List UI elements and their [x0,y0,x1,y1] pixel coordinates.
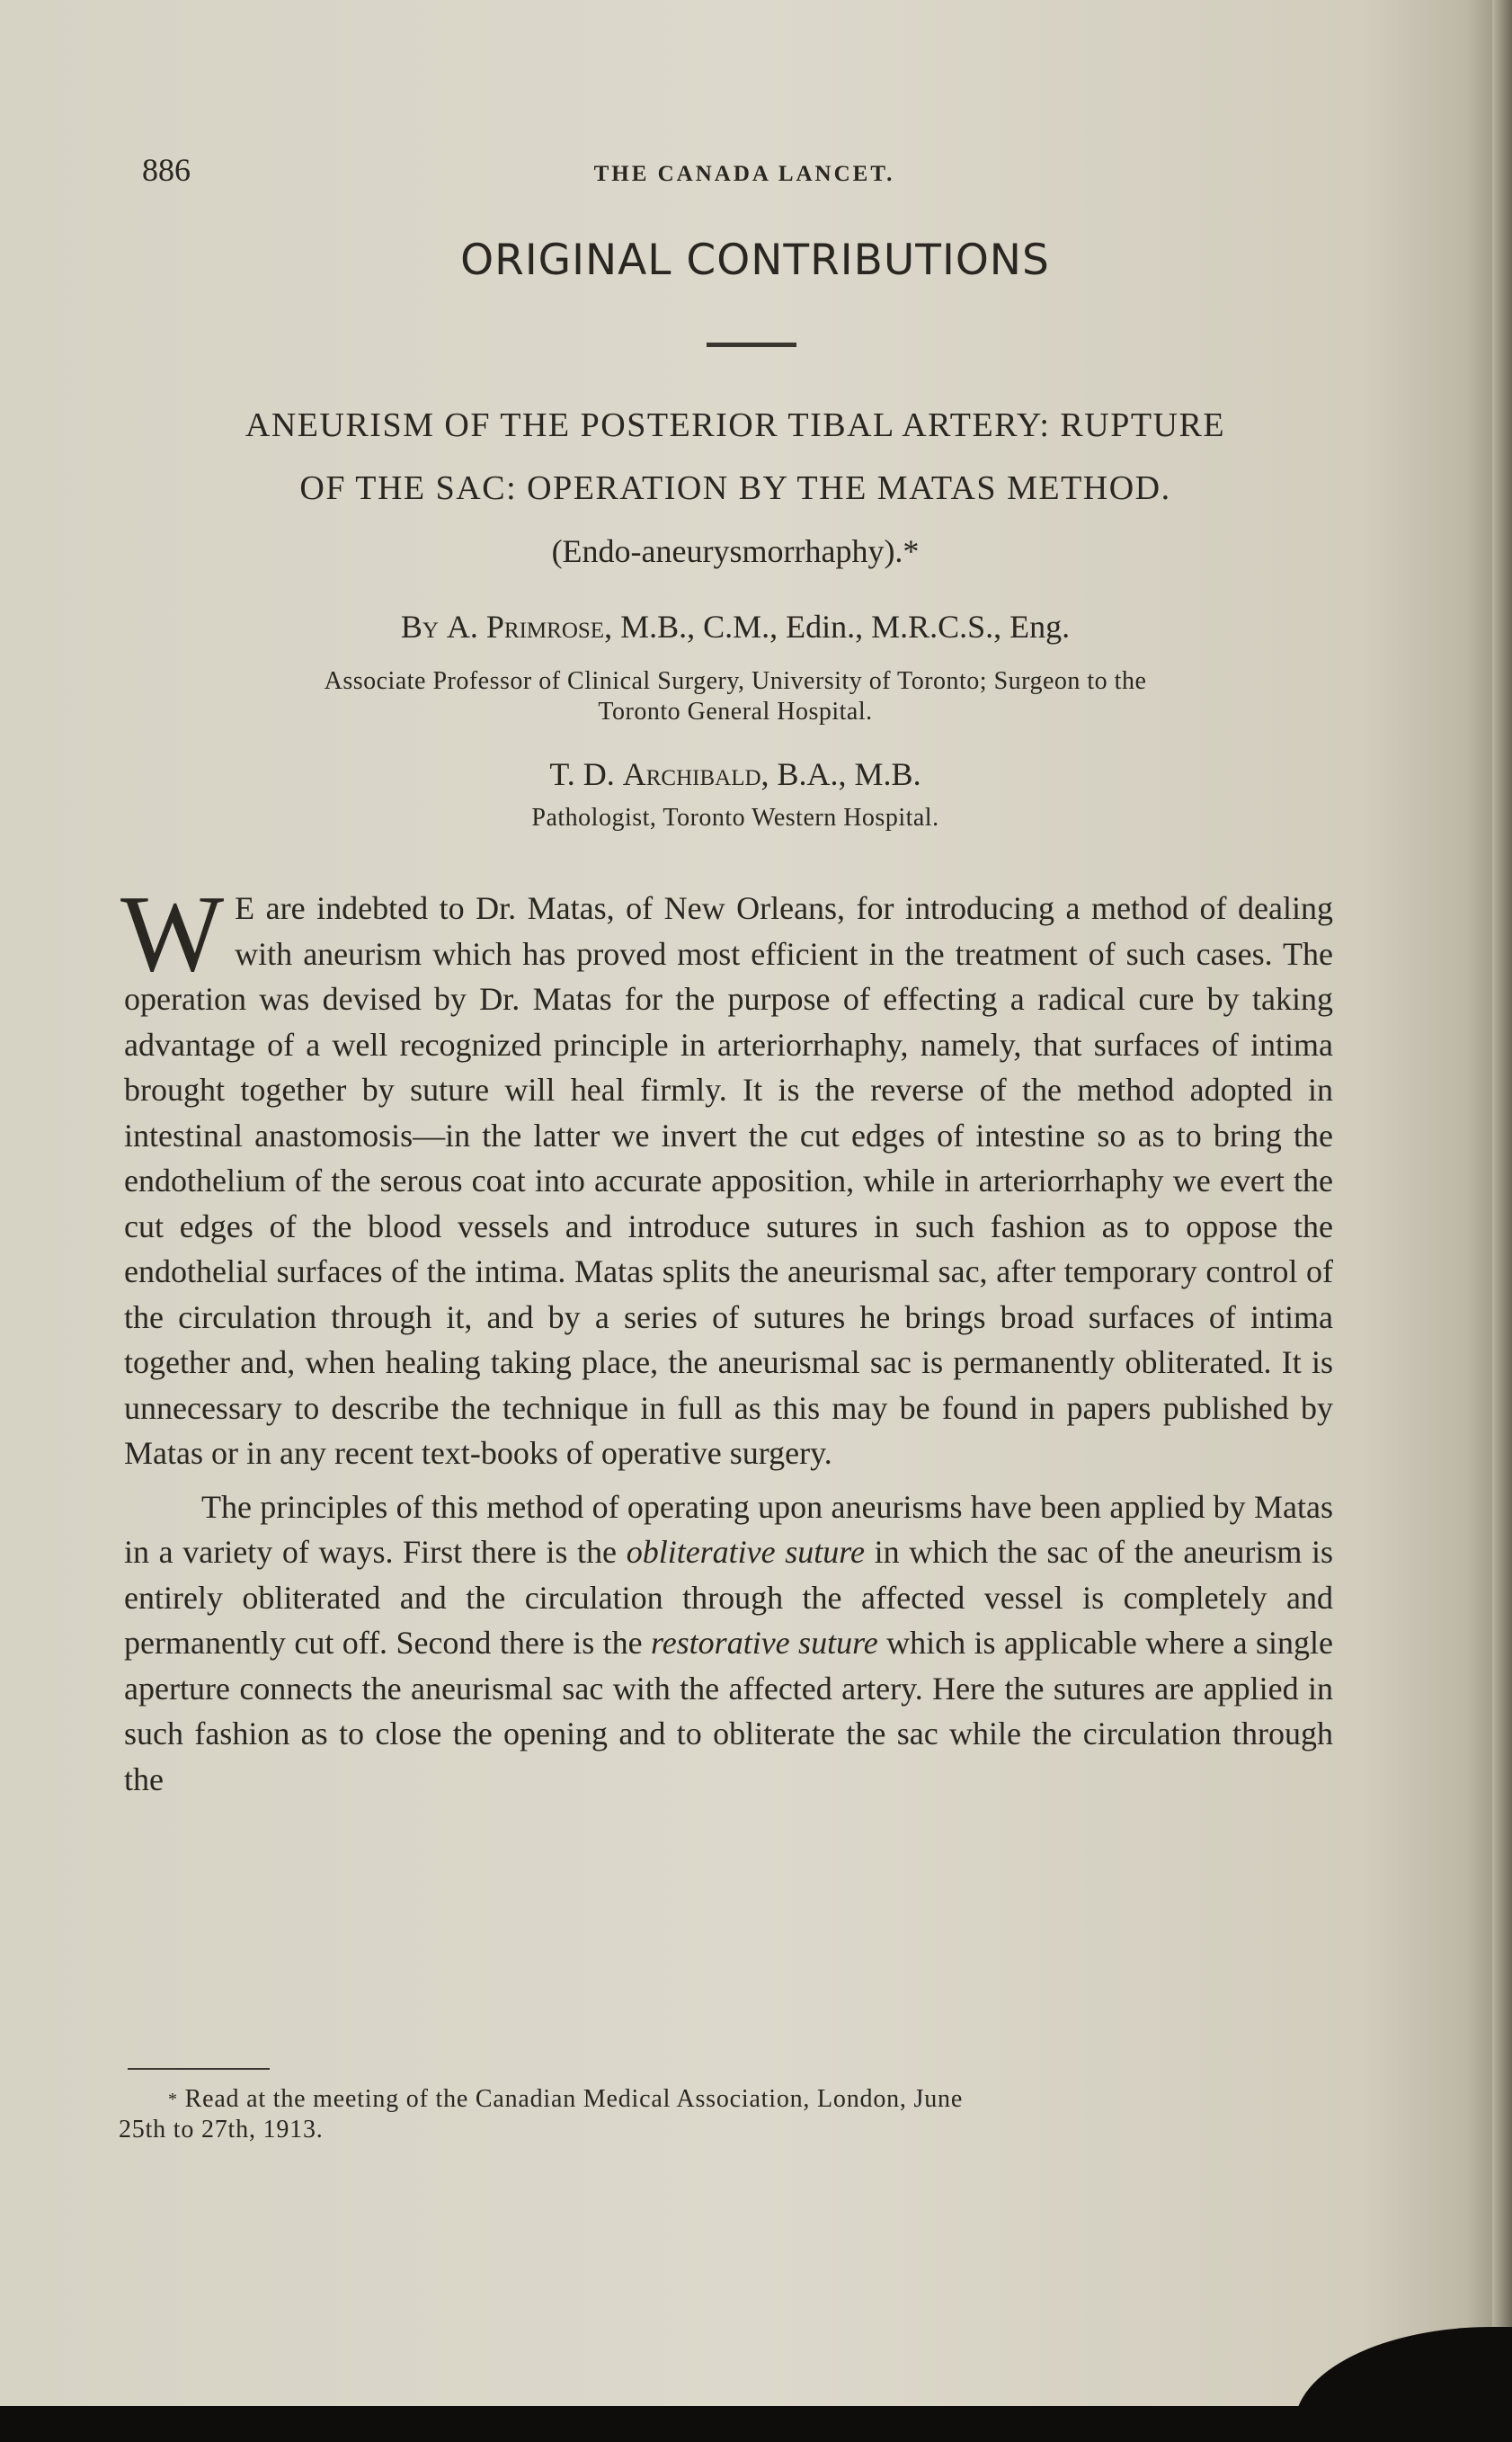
section-heading: ORIGINAL CONTRIBUTIONS [460,236,1050,285]
author2-affiliation: Pathologist, Toronto Western Hospital. [531,804,939,832]
article-body [120,873,1334,1802]
paragraph-2 [124,1484,1333,1803]
paragraph-1 [120,873,1333,1476]
author1-affiliation-line-2: Toronto General Hospital. [598,698,873,726]
footnote-line-1: Read at the meeting of the Canadian Medical Association, London, June [184,2085,964,2113]
paragraph-1-text: E are indebted to Dr. Matas, of New Orleans, for introducing a method of dealing with aneurism which has proved most efficient in the treatment of such cases. The operation was devised by Dr. Matas for the purpose of effecting a radical cure by taking advantage of a well recognized principle in arteriorrhaphy, namely, that surfaces of intima brought together by suture will heal firmly. It is the reverse of the method adopted in intestinal anastomosis—in the latter we invert the cut edges of intestine so as to bring the endothelium of the serous coat into accurate apposition, while in arteriorrhaphy we evert the cut edges of the blood vessels and introduce sutures in such fashion as to oppose the endothelial surfaces of the intima. Matas splits the aneurismal sac, after temporary control of the circulation through it, and by a series of sutures he brings broad surfaces of intima together and, when healing taking place, the aneurismal sac is permanently obliterated. It is unnecessary to describe the technique in full as this may be found in papers published by Matas or in any recent text-books of operative surgery. [124,890,1333,1471]
author2-initials: T. D. [549,756,615,792]
author1-name: A. Primrose [446,609,605,645]
article-title-line-1: ANEURISM OF THE POSTERIOR TIBAL ARTERY: RUPTURE [245,406,1226,444]
page-number: 886 [142,152,191,188]
drop-cap: W [120,873,225,994]
article-header [124,400,1347,833]
journal-title: THE CANADA LANCET. [593,162,895,186]
paragraph-2-part-c: which is applicable where a single aperture connects the aneurismal sac with the affected artery. Here the sutures are applied in such fashion as to close the opening and to obliterate the sac while the circulation through the [124,1625,1334,1797]
paragraph-2-part-b: in which the sac of the aneurism is entirely obliterated and the circulation through the affected vessel is completely and permanently cut off. Second there is the [124,1534,1333,1661]
footnote-mark: * [168,2090,178,2109]
author1-byline [124,605,1347,648]
footnote [119,2084,1341,2145]
article-subtitle: (Endo-aneurysmorrhaphy).* [551,533,920,569]
scan-bottom-edge [0,2406,1512,2442]
italic-term-restorative: restorative suture [651,1625,878,1661]
footnote-rule [128,2068,270,2070]
footnote-line-2: 25th to 27th, 1913. [119,2116,324,2143]
author1-affiliation [124,666,1347,727]
article-title-line-2: OF THE SAC: OPERATION BY THE MATAS METHOD. [299,469,1171,507]
author1-affiliation-line-1: Associate Professor of Clinical Surgery, University of Toronto; Surgeon to the [324,667,1147,695]
author1-degrees: , M.B., C.M., Edin., M.R.C.S., Eng. [604,609,1071,645]
author2-byline [124,753,1347,796]
author1-prefix: By [400,609,439,645]
running-head [142,151,1347,196]
heading-rule [707,343,796,347]
author2-degrees: , B.A., M.B. [760,756,921,792]
page-edge-shadow [1492,0,1512,2442]
paragraph-2-part-a: The principles of this method of operating upon aneurisms have been applied by Matas in a variety of ways. First there is the [124,1488,1333,1570]
italic-term-obliterative: obliterative suture [626,1534,865,1570]
author2-name: Archibald [622,756,761,792]
